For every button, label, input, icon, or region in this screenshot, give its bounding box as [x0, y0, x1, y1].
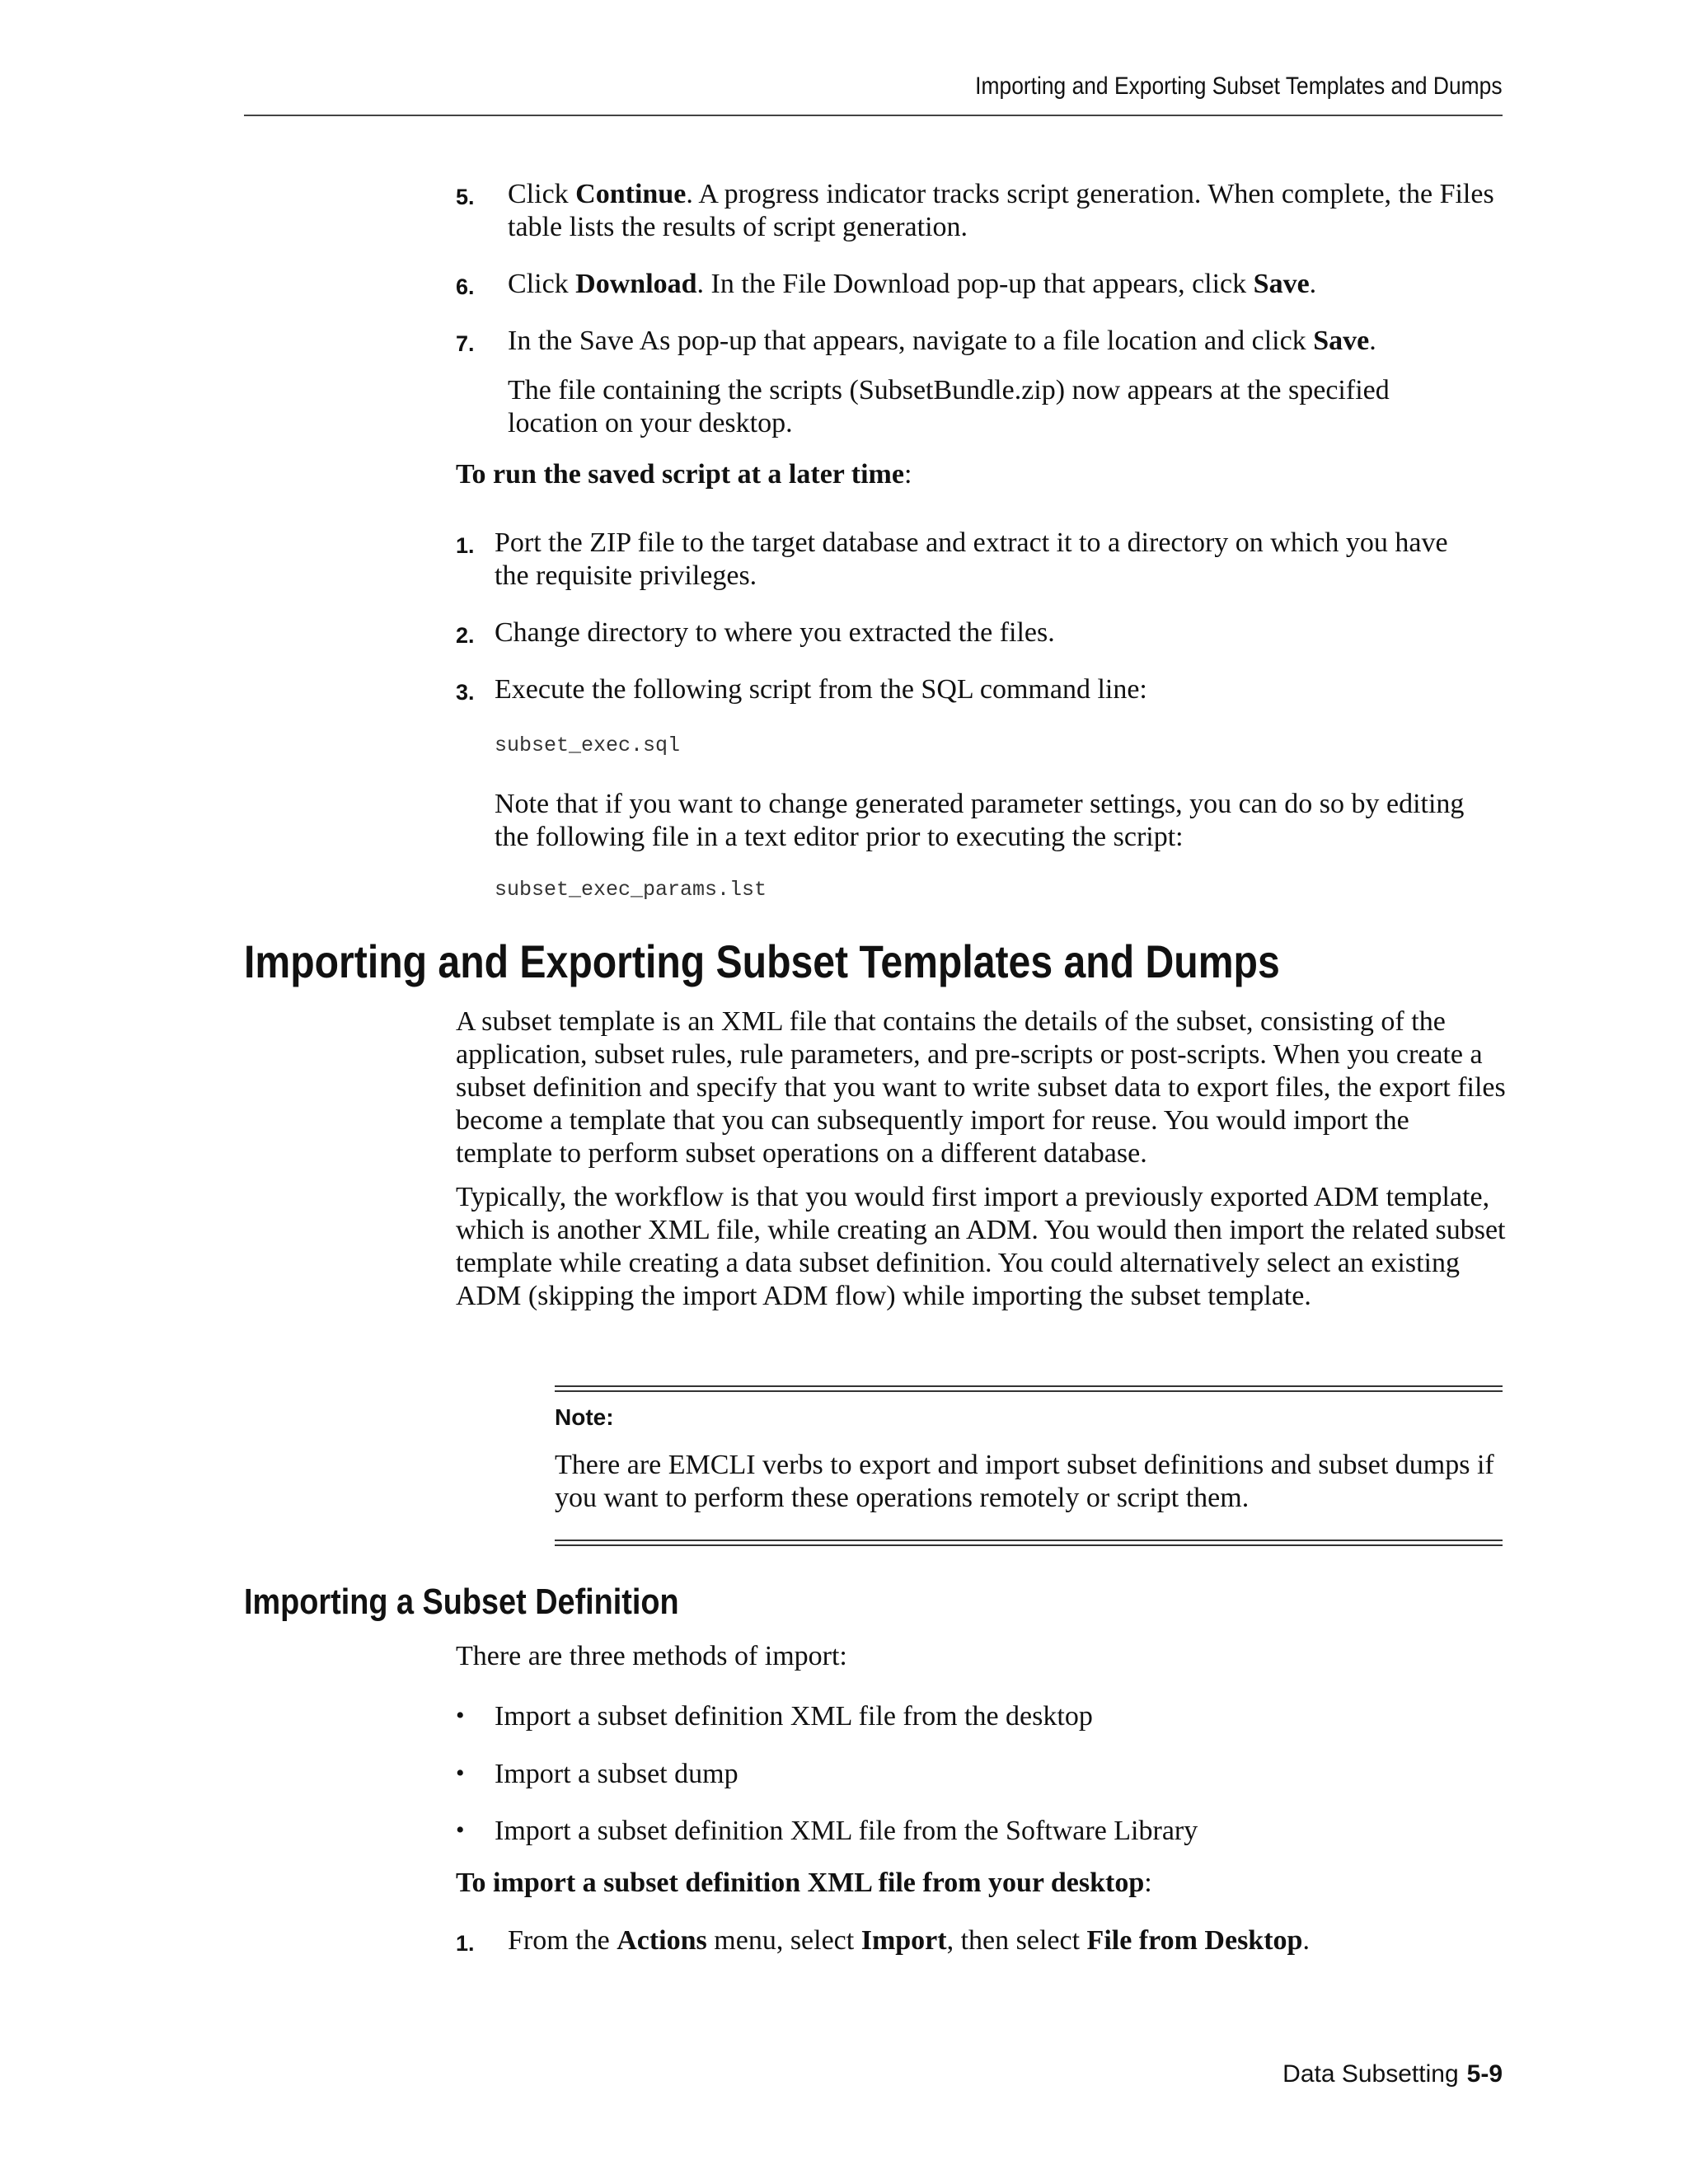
- step-number: 6.: [456, 274, 475, 299]
- note-text: There are EMCLI verbs to export and import subset definitions and subset dumps if you want to perform these operations remotely or script them.: [555, 1450, 1494, 1513]
- step-number: 1.: [456, 1931, 475, 1956]
- footer-page-number: 5-9: [1466, 2060, 1503, 2088]
- list-item: Import a subset definition XML file from the desktop: [495, 1701, 1093, 1732]
- bullet-icon: •: [456, 1760, 465, 1787]
- list-item: Import a subset definition XML file from the Software Library: [495, 1816, 1198, 1846]
- code-snippet: subset_exec_params.lst: [495, 878, 767, 902]
- step-number: 5.: [456, 185, 475, 209]
- code-snippet: subset_exec.sql: [495, 733, 681, 757]
- header-rule: [244, 115, 1503, 116]
- step-text: Execute the following script from the SQL command line:: [495, 674, 1147, 705]
- parameter-note: Note that if you want to change generated parameter settings, you can do so by editing the following file in a text editor prior to executing the script:: [495, 789, 1465, 852]
- procedure-heading: To import a subset definition XML file from your desktop:: [456, 1868, 1152, 1898]
- list-item: Import a subset dump: [495, 1759, 738, 1789]
- step-number: 1.: [456, 533, 475, 558]
- step-text: Click Download. In the File Download pop-up that appears, click Save.: [508, 269, 1317, 299]
- section-title: Importing and Exporting Subset Templates and Dumps: [244, 935, 1280, 987]
- note-label: Note:: [555, 1404, 614, 1430]
- step-text: Port the ZIP file to the target database and extract it to a directory on which you have the requisite privileges.: [495, 527, 1448, 591]
- import-intro: There are three methods of import:: [456, 1641, 847, 1671]
- step-followup: The file containing the scripts (SubsetBundle.zip) now appears at the specified location on your desktop.: [508, 375, 1390, 438]
- step-number: 7.: [456, 331, 475, 356]
- note-rule-top: [555, 1385, 1503, 1392]
- running-header: Importing and Exporting Subset Templates and Dumps: [975, 73, 1503, 100]
- footer-chapter: Data Subsetting: [1282, 2060, 1459, 2088]
- step-number: 2.: [456, 623, 475, 648]
- page-footer: [1282, 2060, 1503, 2088]
- bullet-icon: •: [456, 1816, 465, 1844]
- step-text: In the Save As pop-up that appears, navigate to a file location and click Save.: [508, 326, 1376, 356]
- step-number: 3.: [456, 680, 475, 705]
- procedure-heading: To run the saved script at a later time:: [456, 459, 912, 490]
- bullet-icon: •: [456, 1702, 465, 1729]
- section-paragraph: A subset template is an XML file that contains the details of the subset, consisting of the application, subset rules, rule parameters, and pre-scripts or post-scripts. When you create a subset definition and specify that you want to write subset data to export files, the export files become a template that you can subsequently import for reuse. You would import the template to perform subset operations on a different database.: [456, 1006, 1506, 1169]
- note-rule-bottom: [555, 1540, 1503, 1546]
- step-text: From the Actions menu, select Import, then select File from Desktop.: [508, 1925, 1310, 1956]
- subsection-title: Importing a Subset Definition: [244, 1582, 679, 1622]
- step-text: Click Continue. A progress indicator tracks script generation. When complete, the Files table lists the results of script generation.: [508, 179, 1494, 242]
- step-text: Change directory to where you extracted the files.: [495, 617, 1055, 648]
- section-paragraph: Typically, the workflow is that you would first import a previously exported ADM template, which is another XML file, while creating an ADM. You would then import the related subset template while creating a data subset definition. You could alternatively select an existing ADM (skipping the import ADM flow) while importing the subset template.: [456, 1182, 1506, 1311]
